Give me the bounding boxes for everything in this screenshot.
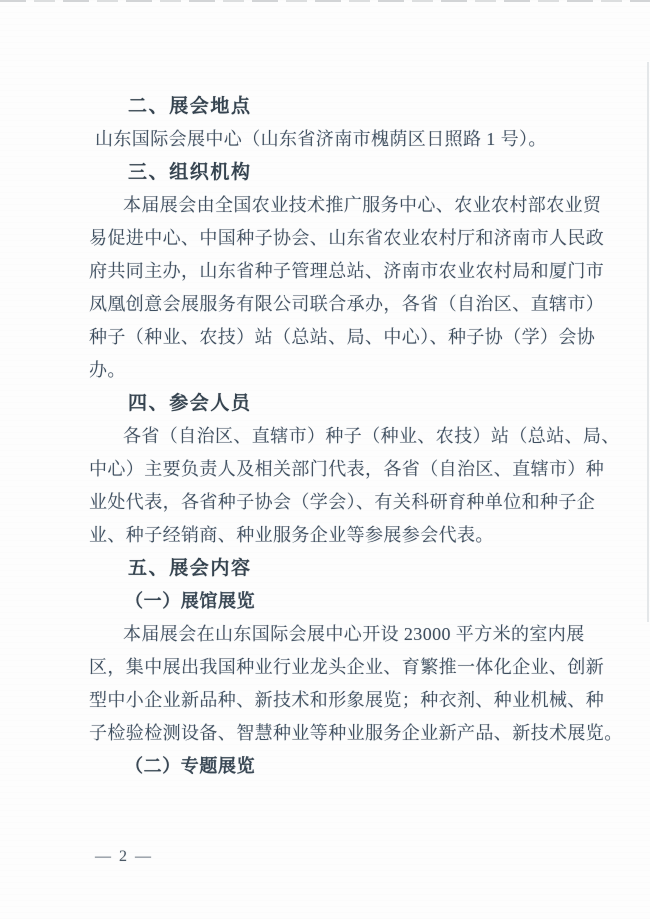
subsection-heading-hall-exhibition: （一）展馆展览 <box>125 591 256 611</box>
body-line-venue-address: 山东国际会展中心（山东省济南市槐荫区日照路 1 号）。 <box>95 129 547 149</box>
body-line: 易促进中心、中国种子协会、山东省农业农村厅和济南市人民政 <box>89 228 605 248</box>
body-line: 凤凰创意会展服务有限公司联合承办，各省（自治区、直辖市） <box>89 294 605 314</box>
body-line: 区，集中展出我国种业行业龙头企业、育繁推一体化企业、创新 <box>89 657 605 677</box>
body-line: 本届展会由全国农业技术推广服务中心、农业农村部农业贸 <box>123 195 602 215</box>
body-line: 本届展会在山东国际会展中心开设 23000 平方米的室内展 <box>123 624 585 644</box>
body-line: 业处代表，各省种子协会（学会）、有关科研育种单位和种子企 <box>89 492 596 512</box>
body-line: 中心）主要负责人及相关部门代表，各省（自治区、直辖市）种 <box>89 459 605 479</box>
body-line: 种子（种业、农技）站（总站、局、中心）、种子协（学）会协 <box>89 327 596 347</box>
body-line: 型中小企业新品种、新技术和形象展览；种衣剂、种业机械、种 <box>89 690 605 710</box>
body-line: 办。 <box>89 360 126 380</box>
scan-edge-artifact-top <box>0 0 650 2</box>
body-line: 子检验检测设备、智慧种业等种业服务企业新产品、新技术展览。 <box>89 723 623 743</box>
body-line: 各省（自治区、直辖市）种子（种业、农技）站（总站、局、 <box>123 426 620 446</box>
document-text-block <box>0 90 650 783</box>
body-line: 府共同主办，山东省种子管理总站、济南市农业农村局和厦门市 <box>89 261 605 281</box>
section-heading-organizers: 三、组织机构 <box>128 162 252 183</box>
section-heading-content: 五、展会内容 <box>128 558 252 579</box>
section-heading-participants: 四、参会人员 <box>128 393 252 414</box>
section-heading-venue: 二、展会地点 <box>128 96 252 117</box>
subsection-heading-special-exhibition: （二）专题展览 <box>125 756 256 776</box>
body-line: 业、种子经销商、种业服务企业等参展参会代表。 <box>89 525 494 545</box>
page-number: — 2 — <box>95 848 153 865</box>
